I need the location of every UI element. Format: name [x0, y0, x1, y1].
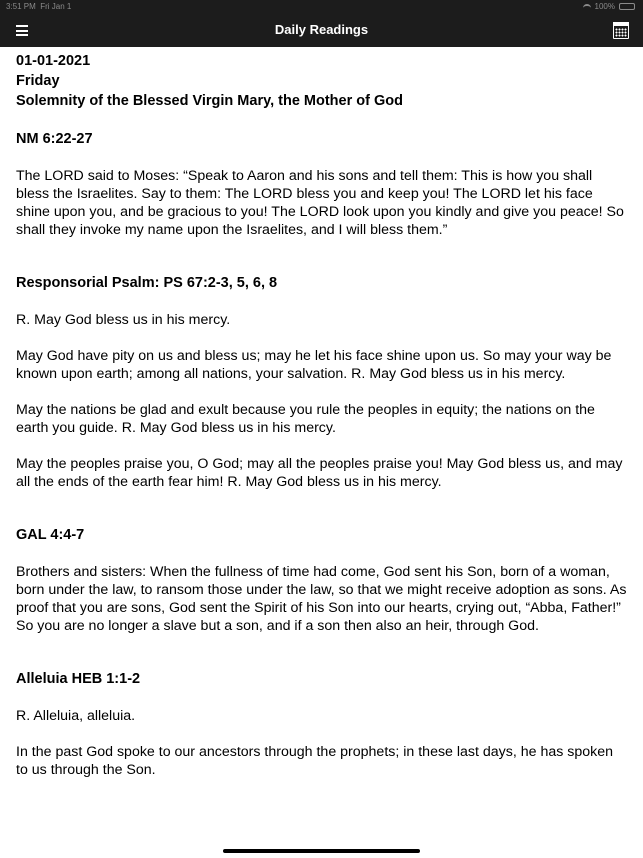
status-date: Fri Jan 1 [40, 2, 72, 11]
psalm-response: R. May God bless us in his mercy. [16, 312, 231, 328]
reading-weekday: Friday [16, 73, 60, 89]
first-reading-citation: NM 6:22-27 [16, 131, 93, 147]
battery-percent: 100% [594, 2, 615, 11]
psalm-verse: May the nations be glad and exult because you rule the peoples in equity; the nations on the earth you guide. R. May God bless us in his mercy. [16, 402, 595, 436]
first-reading-text: The LORD said to Moses: “Speak to Aaron and his sons and tell them: This is how you shall bless the Israelites. Say to them: The LORD bless you and keep you! The LORD let his face shine upon you, and be gracious to you! The LORD look upon you kindly and give you peace! So shall they invoke my name upon the Israelites, and I will bless them.” [16, 168, 624, 238]
second-reading-citation: GAL 4:4-7 [16, 527, 85, 543]
alleluia-response: R. Alleluia, alleluia. [16, 708, 136, 724]
psalm-verse: May the peoples praise you, O God; may all the peoples praise you! May God bless us, and may all the ends of the earth fear him! R. May God bless us in his mercy. [16, 456, 623, 490]
wifi-icon [583, 4, 591, 10]
alleluia-text: In the past God spoke to our ancestors through the prophets; in these last days, he has spoken to us through the Son. [16, 744, 614, 778]
page-title: Daily Readings [274, 22, 369, 37]
reading-feast: Solemnity of the Blessed Virgin Mary, the Mother of God [16, 93, 403, 109]
alleluia-citation: Alleluia HEB 1:1-2 [16, 671, 141, 687]
calendar-icon[interactable] [613, 20, 629, 39]
status-bar [0, 0, 643, 14]
battery-icon [619, 3, 635, 10]
nav-bar [0, 14, 643, 47]
second-reading-text: Brothers and sisters: When the fullness of time had come, God sent his Son, born of a woman, born under the law, to ransom those under the law, so that we might receive adoption as sons. As proof that you are sons, God sent the Spirit of his Son into our hearts, crying out, “Abba, Father!” So you are no longer a slave but a son, and if a son then also an heir, through God. [16, 564, 627, 634]
status-right [583, 2, 635, 11]
status-time: 3:51 PM [6, 2, 36, 11]
reading-date: 01-01-2021 [16, 53, 91, 69]
psalm-citation: Responsorial Psalm: PS 67:2-3, 5, 6, 8 [16, 275, 278, 291]
status-time-date [6, 2, 71, 11]
home-indicator[interactable] [223, 849, 420, 853]
psalm-verse: May God have pity on us and bless us; may he let his face shine upon us. So may your way be known upon earth; among all nations, your salvation. R. May God bless us in his mercy. [16, 348, 612, 382]
readings-content[interactable] [16, 51, 628, 779]
